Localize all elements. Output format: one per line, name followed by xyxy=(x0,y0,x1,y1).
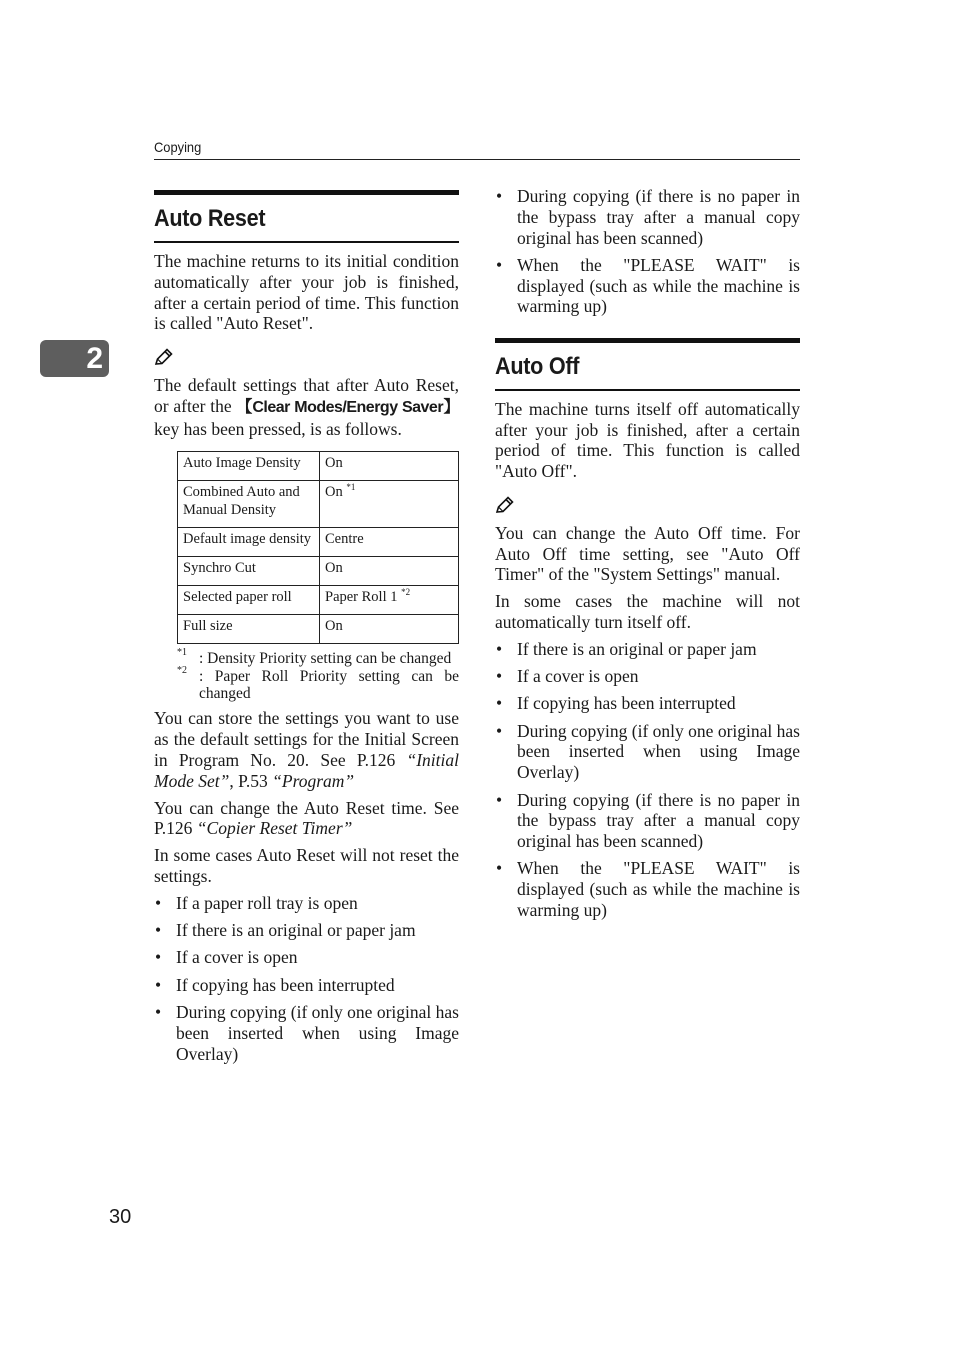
list-item: • During copying (if there is no paper in the bypass tray after a manual copy original has been scanned) xyxy=(495,790,800,852)
auto-off-intro: The machine turns itself off automatically after your job is finished, after a certain period of time. This function is called "Auto Off". xyxy=(495,398,800,482)
list-item: • When the "PLEASE WAIT" is displayed (such as while the machine is warming up) xyxy=(495,255,800,317)
list-item: • If there is an original or paper jam xyxy=(495,639,800,660)
list-item: • During copying (if only one original has been inserted when using Image Overlay) xyxy=(154,1002,459,1064)
footnote-text: : Density Priority setting can be changed xyxy=(199,650,452,668)
key-bracket-open: 【 xyxy=(236,398,253,416)
setting-name: Selected paper roll xyxy=(178,586,320,615)
setting-value: On xyxy=(320,615,459,644)
section-bottom-rule xyxy=(154,241,459,243)
table-footnotes xyxy=(177,647,459,703)
header-rule xyxy=(154,159,800,160)
change-reset-time-note: You can change the Auto Reset time. See P.126 “Copier Reset Timer” xyxy=(154,797,459,839)
section-bottom-rule xyxy=(495,389,800,391)
key-label: Clear Modes/Energy Saver xyxy=(252,398,444,416)
auto-reset-cases-continued xyxy=(495,186,800,317)
setting-value: Centre xyxy=(320,528,459,557)
footnote-mark: *1 xyxy=(177,647,187,659)
section-top-rule xyxy=(495,338,800,343)
ref-initial-mode-set: “Initial Mode Set” xyxy=(154,749,459,791)
ref-copier-reset-timer: “Copier Reset Timer” xyxy=(196,818,353,839)
chapter-tab: 2 xyxy=(40,340,109,377)
key-bracket-close: 】 xyxy=(443,398,459,416)
setting-name: Combined Auto and Manual Density xyxy=(178,481,320,528)
running-header: Copying xyxy=(154,139,202,155)
setting-name: Synchro Cut xyxy=(178,557,320,586)
auto-reset-intro: The machine returns to its initial condition automatically after your job is finished, after a certain period of time. This function is called "Auto Reset". xyxy=(154,251,459,334)
setting-value: On xyxy=(320,557,459,586)
pencil-note-icon xyxy=(154,348,174,366)
auto-off-cases-list xyxy=(495,639,800,921)
setting-value: Paper Roll 1 $^{*2}$ xyxy=(320,586,459,615)
list-item: • If a paper roll tray is open xyxy=(154,893,459,914)
cases-intro: In some cases Auto Reset will not reset the settings. xyxy=(154,845,459,886)
setting-value: On $^{*1}$ xyxy=(320,481,459,528)
auto-off-heading: Auto Off xyxy=(495,352,580,380)
auto-reset-cases-list xyxy=(154,893,459,1065)
default-settings-note xyxy=(154,375,459,439)
setting-name: Full size xyxy=(178,615,320,644)
list-item: • If a cover is open xyxy=(495,666,800,687)
setting-name: Default image density xyxy=(178,528,320,557)
table-row xyxy=(178,481,459,528)
footnote-text: : Paper Roll Priority setting can be changed xyxy=(199,668,459,703)
store-settings-note: You can store the settings you want to use as the default settings for the Initial Screen in Program No. 20. See P.126 “Initial Mode Set”, P.53 “Program” xyxy=(154,708,459,791)
list-item: • If copying has been interrupted xyxy=(495,693,800,714)
auto-reset-heading: Auto Reset xyxy=(154,205,266,232)
table-row xyxy=(178,586,459,615)
setting-name: Auto Image Density xyxy=(178,452,320,481)
auto-off-cases-intro: In some cases the machine will not automatically turn itself off. xyxy=(495,591,800,632)
auto-reset-section xyxy=(154,190,459,1071)
note-prefix: The default settings that after Auto Reset, or after the xyxy=(154,374,459,416)
section-top-rule xyxy=(154,190,459,195)
auto-off-timer-note: You can change the Auto Off time. For Auto Off time setting, see "Auto Off Timer" of the "System Settings" manual. xyxy=(495,522,800,585)
ref-program: “Program” xyxy=(272,770,355,791)
page-number: 30 xyxy=(109,1206,132,1228)
list-item: • When the "PLEASE WAIT" is displayed (such as while the machine is warming up) xyxy=(495,858,800,920)
footnote-mark: *2 xyxy=(177,665,187,677)
clear-modes-key xyxy=(236,399,459,416)
default-settings-table xyxy=(177,451,459,644)
pencil-note-icon xyxy=(495,496,515,514)
list-item: • If copying has been interrupted xyxy=(154,975,459,996)
table-row xyxy=(178,557,459,586)
footnote xyxy=(177,647,459,668)
table-row xyxy=(178,528,459,557)
right-column xyxy=(495,186,800,927)
list-item: • During copying (if there is no paper in the bypass tray after a manual copy original has been scanned) xyxy=(495,186,800,248)
note-suffix: key has been pressed, is as follows. xyxy=(154,418,402,439)
list-item: • During copying (if only one original has been inserted when using Image Overlay) xyxy=(495,721,800,783)
table-row xyxy=(178,615,459,644)
footnote xyxy=(177,665,459,703)
list-item: • If there is an original or paper jam xyxy=(154,920,459,941)
list-item: • If a cover is open xyxy=(154,947,459,968)
setting-value: On xyxy=(320,452,459,481)
table-row xyxy=(178,452,459,481)
